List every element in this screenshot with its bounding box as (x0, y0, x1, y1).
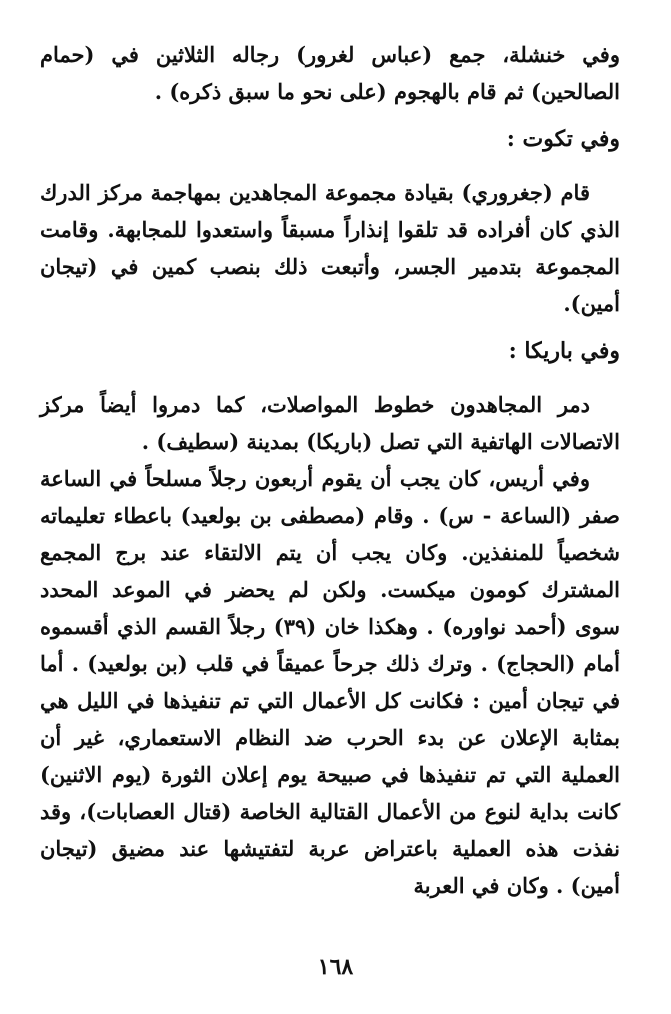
section-heading-barika: وفي باريكا : (508, 338, 620, 364)
page-body (40, 36, 620, 904)
section-heading-tkout: وفي تكوت : (506, 126, 620, 152)
paragraph-khenchela: وفي خنشلة، جمع (عباس لغرور) رجاله الثلاثين في (حمام الصالحين) ثم قام بالهجوم (على نحو ما سبق ذكره) . (40, 42, 620, 104)
paragraph-tkout: قام (جغروري) بقيادة مجموعة المجاهدين بمهاجمة مركز الدرك الذي كان أفراده قد تلقوا إنذاراً مسبقاً واستعدوا للمجابهة. وقامت المجموعة بتدمير الجسر، وأتبعت ذلك بنصب كمين في (تيجان أمين). (40, 180, 620, 316)
paragraph-barika: دمر المجاهدون خطوط المواصلات، كما دمروا أيضاً مركز الاتصالات الهاتفية التي تصل (باريكا) بمدينة (سطيف) . (40, 392, 620, 454)
page-number: ١٦٨ (317, 954, 354, 980)
paragraph-arris: وفي أريس، كان يجب أن يقوم أربعون رجلاً مسلحاً في الساعة صفر (الساعة - س) . وقام (مصطفى بن بولعيد) باعطاء تعليماته شخصياً للمنفذين. وكان يجب أن يتم الالتقاء عند برج المجمع المشترك كومون ميكست. ولكن لم يحضر في الموعد المحدد سوى (أحمد نواوره) . وهكذا خان (٣٩) رجلاً القسم الذي أقسموه أمام (الحجاج) . وترك ذلك جرحاً عميقاً في قلب (بن بولعيد) . أما في تيجان أمين : فكانت كل الأعمال التي تم تنفيذها في الليل هي بمثابة الإعلان عن بدء الحرب ضد النظام الاستعماري، غير أن العملية التي تم تنفيذها في صبيحة يوم إعلان الثورة (يوم الاثنين) كانت بداية لنوع من الأعمال القتالية الخاصة (قتال العصابات)، وقد نفذت هذه العملية باعتراض عربة لتفتيشها عند مضيق (تيجان أمين) . وكان في العربة (40, 466, 620, 898)
